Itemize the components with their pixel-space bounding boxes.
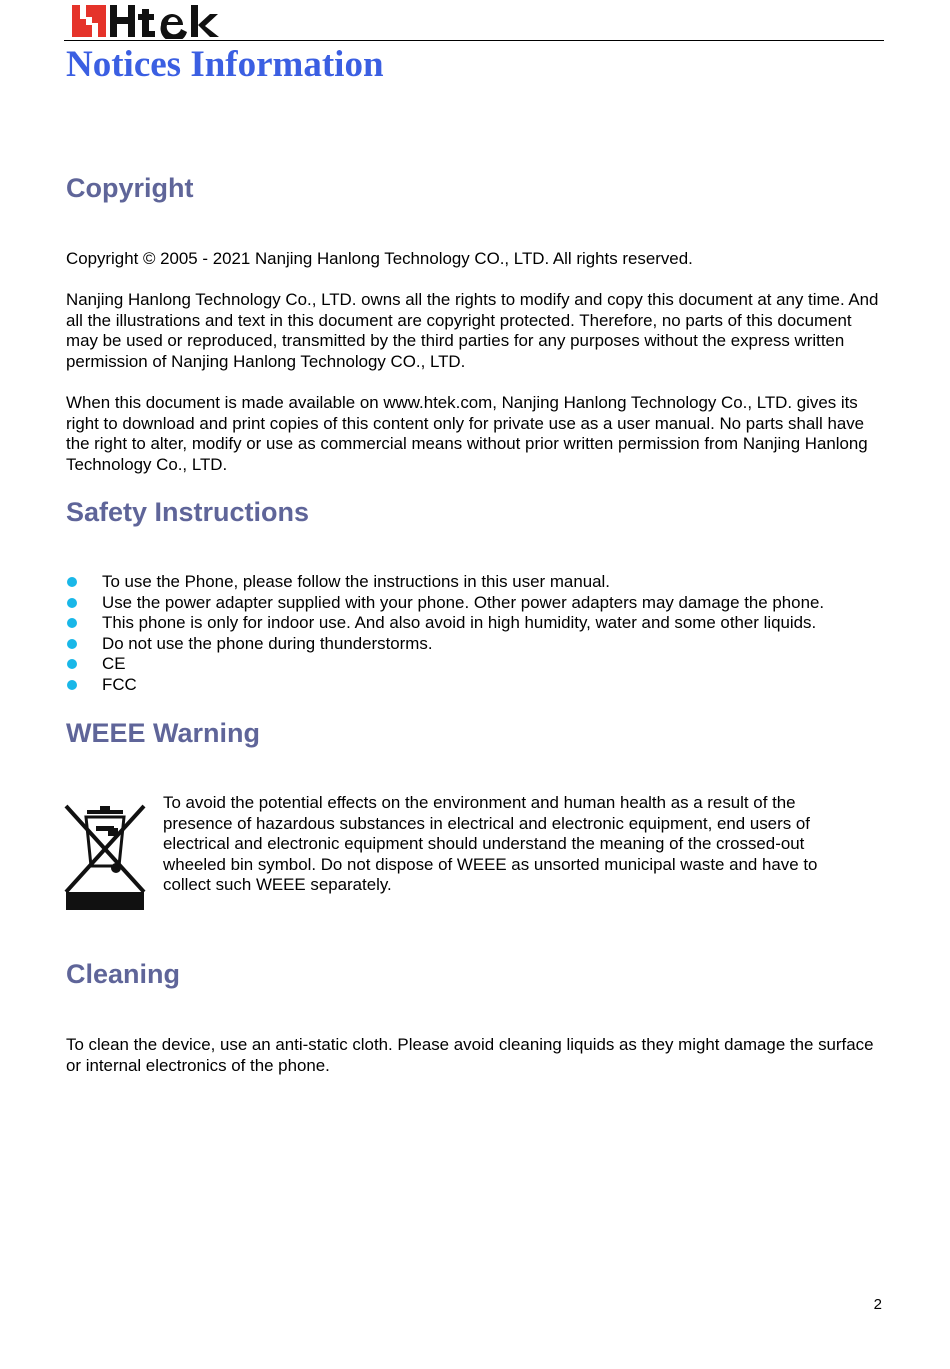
list-item xyxy=(66,654,824,675)
bullet-icon xyxy=(67,598,77,608)
cleaning-text: To clean the device, use an anti-static cloth. Please avoid cleaning liquids as they might damage the surface or internal electronics of the phone. xyxy=(66,1035,874,1075)
list-item xyxy=(66,572,824,593)
list-item xyxy=(66,675,824,696)
weee-text: To avoid the potential effects on the environment and human health as a result of the presence of hazardous substances in electrical and electronic equipment, end users of electrical and electronic equipment should understand the meaning of the crossed-out wheeled bin symbol. Do not dispose of WEEE as unsorted municipal waste and have to collect such WEEE separately. xyxy=(163,793,818,894)
list-item xyxy=(66,593,824,614)
copyright-heading: Copyright xyxy=(66,173,194,203)
safety-heading: Safety Instructions xyxy=(66,497,310,527)
list-item-text: To use the Phone, please follow the instructions in this user manual. xyxy=(102,572,610,591)
copyright-paragraph-2: Nanjing Hanlong Technology Co., LTD. owns all the rights to modify and copy this document at any time. And all the illustrations and text in this document are copyright protected. Therefore, no parts of this document may be used or reproduced, transmitted by the third parties for any purposes without the express written permission of Nanjing Hanlong Technology CO., LTD. xyxy=(66,290,879,371)
bullet-icon xyxy=(67,577,77,587)
copyright-paragraph-3: When this document is made available on www.htek.com, Nanjing Hanlong Technology Co., LTD. gives its right to download and print copies of this content only for private use as a user manual. No parts shall have the right to alter, modify or use as commercial means without prior written permission from Nanjing Hanlong Technology Co., LTD. xyxy=(66,393,868,474)
header-rule xyxy=(64,40,884,41)
page-title: Notices Information xyxy=(66,44,384,85)
safety-list xyxy=(66,572,824,695)
page-number: 2 xyxy=(873,1296,882,1313)
bullet-icon xyxy=(67,680,77,690)
bullet-icon xyxy=(67,639,77,649)
cleaning-heading: Cleaning xyxy=(66,959,181,989)
list-item-text: Do not use the phone during thunderstorms. xyxy=(102,633,433,653)
list-item xyxy=(66,613,824,634)
list-item xyxy=(66,634,824,655)
bullet-icon xyxy=(67,659,77,669)
crossed-out-wheeled-bin-icon xyxy=(62,800,148,916)
list-item-text: FCC xyxy=(102,674,137,694)
bullet-icon xyxy=(67,618,77,628)
copyright-paragraph-1: Copyright © 2005 - 2021 Nanjing Hanlong Technology CO., LTD. All rights reserved. xyxy=(66,249,693,268)
weee-heading: WEEE Warning xyxy=(66,718,260,748)
list-item-text: CE xyxy=(102,654,126,673)
list-item-text: Use the power adapter supplied with your phone. Other power adapters may damage the phone. xyxy=(102,592,825,612)
list-item-text: This phone is only for indoor use. And also avoid in high humidity, water and some other liquids. xyxy=(102,613,817,632)
htek-logo xyxy=(72,3,232,39)
